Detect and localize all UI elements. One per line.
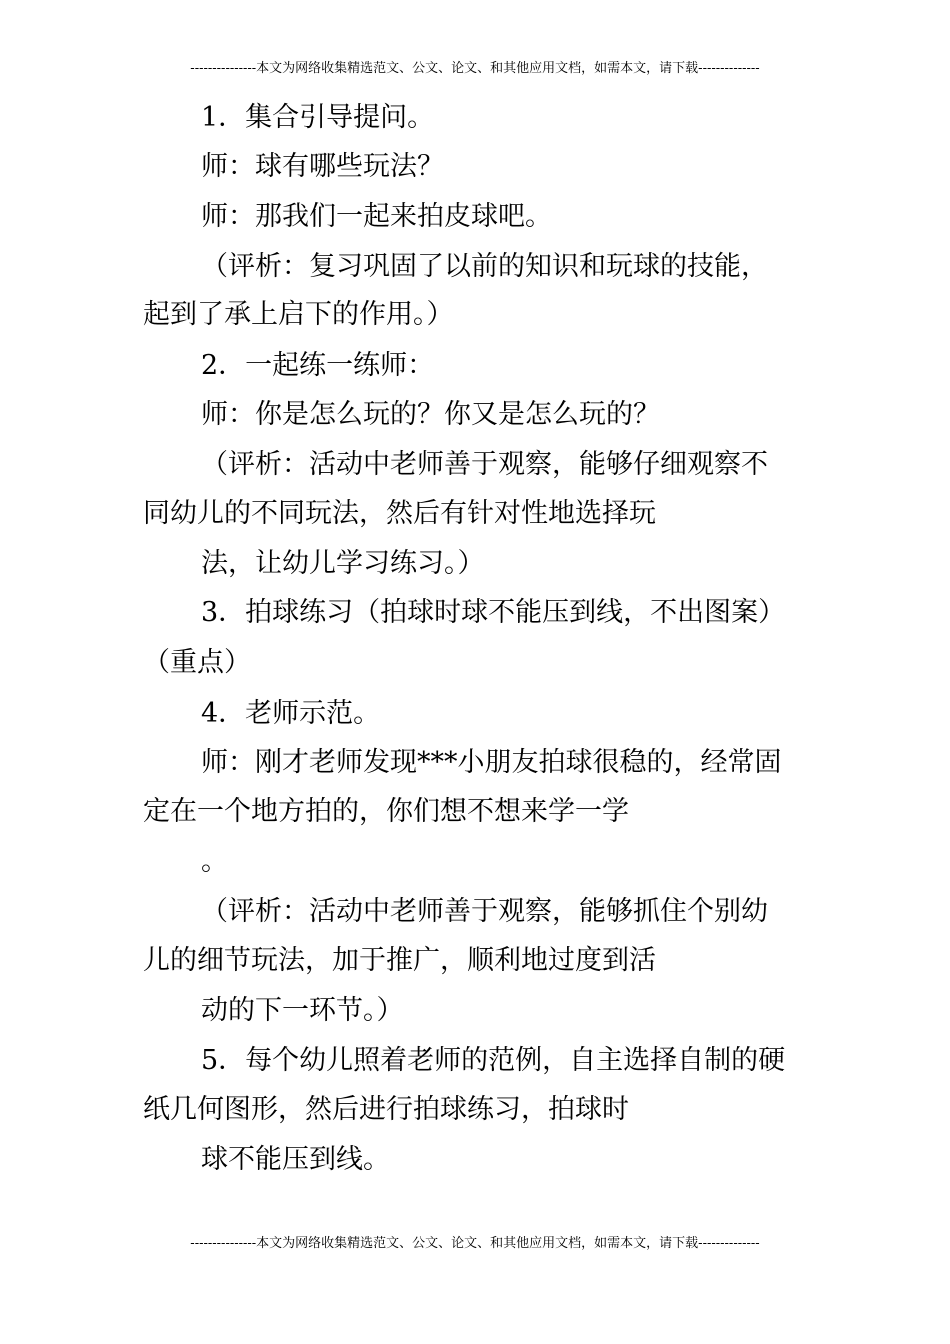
text-line-4: （评析：复习巩固了以前的知识和玩球的技能， [201,251,768,282]
text-line-16: 。 [201,846,228,877]
text-line-20: 5．每个幼儿照着老师的范例，自主选择自制的硬 [201,1045,786,1076]
text-line-8: （评析：活动中老师善于观察，能够仔细观察不 [201,449,768,480]
text-line-9: 同幼儿的不同玩法，然后有针对性地选择玩 [143,498,656,529]
text-line-22: 球不能压到线。 [201,1144,390,1175]
text-line-12: （重点） [143,647,251,678]
text-line-10: 法，让幼儿学习练习。） [201,548,485,579]
text-line-14: 师：刚才老师发现***小朋友拍球很稳的，经常固 [201,747,782,778]
text-line-21: 纸几何图形，然后进行拍球练习，拍球时 [143,1094,629,1125]
text-line-6: 2．一起练一练师： [201,350,435,381]
text-line-3: 师：那我们一起来拍皮球吧。 [201,201,552,232]
text-line-15: 定在一个地方拍的，你们想不想来学一学 [143,796,629,827]
text-line-11: 3．拍球练习（拍球时球不能压到线，不出图案） [201,597,786,628]
text-line-2: 师：球有哪些玩法？ [201,151,444,182]
text-line-5: 起到了承上启下的作用。） [143,299,454,330]
text-line-1: 1．集合引导提问。 [201,102,435,133]
text-line-18: 儿的细节玩法，加于推广，顺利地过度到活 [143,945,656,976]
text-line-17: （评析：活动中老师善于观察，能够抓住个别幼 [201,896,768,927]
text-line-13: 4．老师示范。 [201,698,381,729]
footer-banner: ---------------本文为网络收集精选范文、公文、论文、和其他应用文档，如需本文，请下载-------------- [190,1236,760,1251]
text-line-19: 动的下一环节。） [201,995,404,1026]
text-line-7: 师：你是怎么玩的？你又是怎么玩的？ [201,399,660,430]
header-banner: ---------------本文为网络收集精选范文、公文、论文、和其他应用文档，如需本文，请下载-------------- [190,61,760,76]
